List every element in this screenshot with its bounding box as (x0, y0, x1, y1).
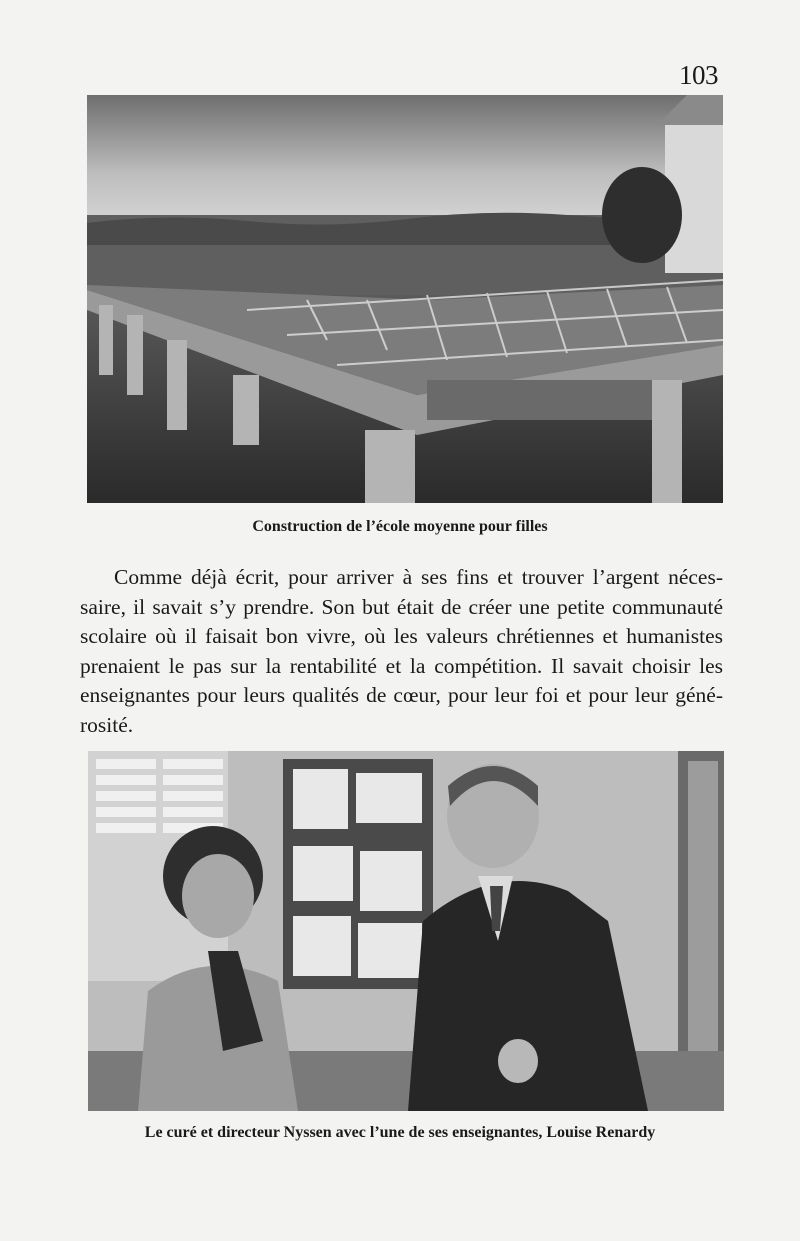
page-number: 103 (679, 60, 718, 90)
construction-photo-caption: Construction de l’école moyenne pour filles (252, 518, 548, 535)
paragraph-line: prenaient le pas sur la rentabilité et la compétition. Il savait choisir les (80, 653, 723, 678)
body-paragraph (80, 563, 723, 740)
paragraph-line: enseignantes pour leurs qualités de cœur, pour leur foi et pour leur géné- (80, 683, 723, 707)
paragraph-line: scolaire où il faisait bon vivre, où les valeurs chrétiennes et humanistes (80, 624, 723, 648)
construction-photo (87, 95, 723, 503)
paragraph-line: saire, il savait s’y prendre. Son but était de créer une petite communauté (80, 594, 723, 619)
paragraph-line: rosité. (80, 712, 134, 737)
paragraph-line: Comme déjà écrit, pour arriver à ses fins et trouver l’argent néces- (114, 565, 723, 589)
portrait-photo (88, 751, 724, 1111)
portrait-photo-caption: Le curé et directeur Nyssen avec l’une de ses enseignantes, Louise Renardy (144, 1124, 656, 1141)
